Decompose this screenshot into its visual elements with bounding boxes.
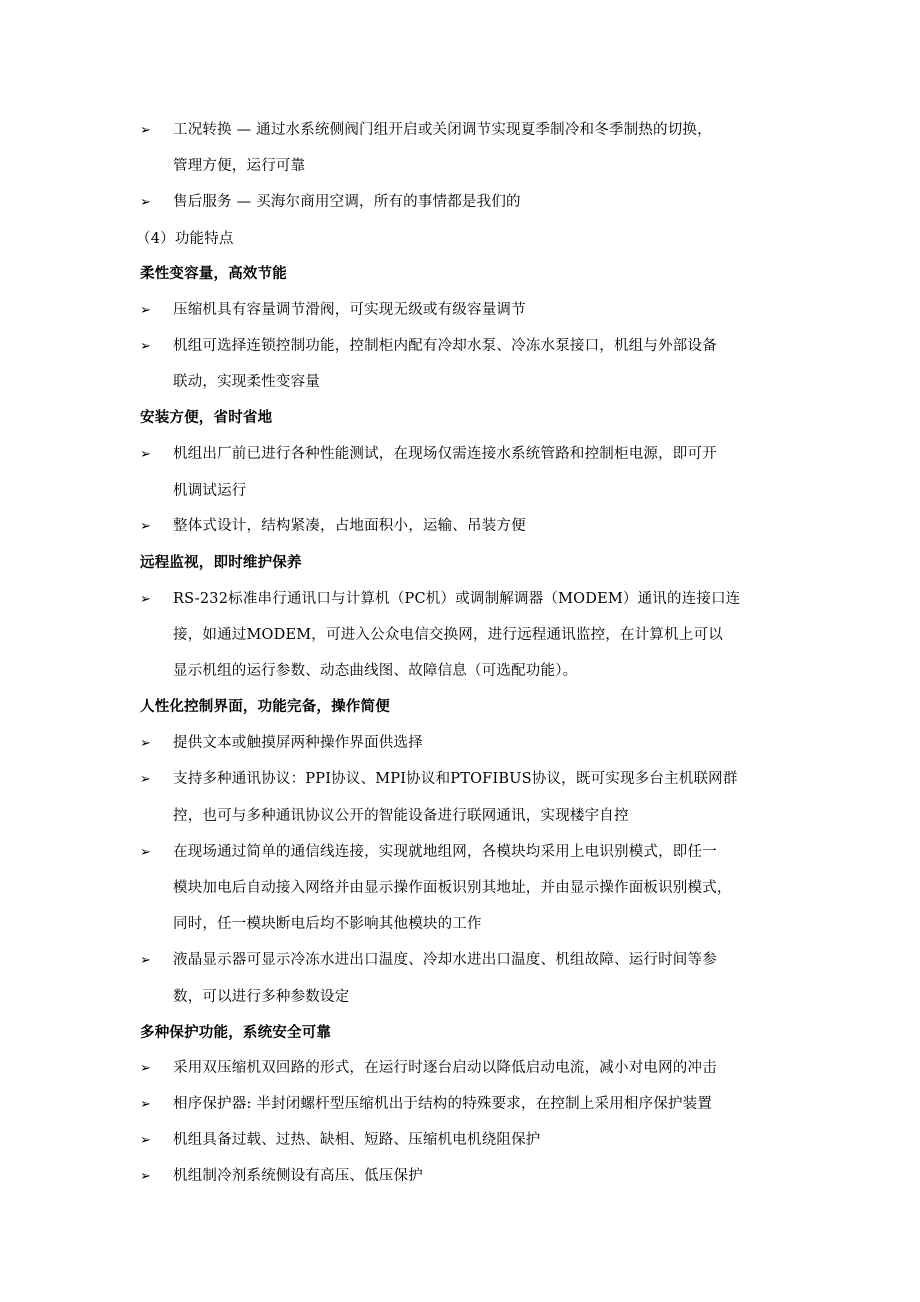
list-item-line: 压缩机具有容量调节滑阀，可实现无级或有级容量调节 <box>173 302 526 318</box>
list-item-line: 机组制冷剂系统侧设有高压、低压保护 <box>173 1168 423 1184</box>
list-item-line: 控，也可与多种通讯协议公开的智能设备进行联网通讯，实现楼宇自控 <box>173 808 629 824</box>
bullet-icon: ➢ <box>140 447 151 462</box>
group-heading: 多种保护功能，系统安全可靠 <box>140 1024 332 1041</box>
list-item-line: 采用双压缩机双回路的形式，在运行时逐台启动以降低启动电流，减小对电网的冲击 <box>173 1060 717 1076</box>
list-item-line: RS-232标准串行通讯口与计算机（PC机）或调制解调器（MODEM）通讯的连接口连 <box>173 591 741 607</box>
list-item-line: 机组具备过载、过热、缺相、短路、压缩机电机绕阻保护 <box>173 1132 541 1148</box>
list-item-line: 机组可选择连锁控制功能，控制柜内配有冷却水泵、冷冻水泵接口，机组与外部设备 <box>173 338 717 354</box>
bullet-icon: ➢ <box>140 1133 151 1148</box>
bullet-icon: ➢ <box>140 303 151 318</box>
bullet-icon: ➢ <box>140 1169 151 1184</box>
list-item-line: 支持多种通讯协议：PPI协议、MPI协议和PTOFIBUS协议，既可实现多台主机联网群 <box>173 771 738 787</box>
list-item-line: 机组出厂前已进行各种性能测试，在现场仅需连接水系统管路和控制柜电源，即可开 <box>173 446 717 462</box>
bullet-icon: ➢ <box>140 123 151 138</box>
bullet-icon: ➢ <box>140 195 151 210</box>
list-item-line: 数，可以进行多种参数设定 <box>173 989 350 1005</box>
bullet-icon: ➢ <box>140 736 151 751</box>
bullet-icon: ➢ <box>140 953 151 968</box>
list-item-line: 机调试运行 <box>173 483 247 499</box>
group-heading: 人性化控制界面，功能完备，操作简便 <box>140 698 390 715</box>
list-item-line: 整体式设计，结构紧凑，占地面积小，运输、吊装方便 <box>173 518 526 534</box>
bullet-icon: ➢ <box>140 1097 151 1112</box>
bullet-icon: ➢ <box>140 1061 151 1076</box>
list-item-line: 售后服务 — 买海尔商用空调，所有的事情都是我们的 <box>173 194 521 210</box>
list-item-line: 同时，任一模块断电后均不影响其他模块的工作 <box>173 916 482 932</box>
list-item-line: 显示机组的运行参数、动态曲线图、故障信息（可选配功能）。 <box>173 663 578 679</box>
list-item-line: 液晶显示器可显示冷冻水进出口温度、冷却水进出口温度、机组故障、运行时间等参 <box>173 952 717 968</box>
bullet-icon: ➢ <box>140 845 151 860</box>
list-item-line: 接，如通过MODEM，可进入公众电信交换网，进行远程通讯监控，在计算机上可以 <box>173 627 723 643</box>
list-item-line: 模块加电后自动接入网络并由显示操作面板识别其地址，并由显示操作面板识别模式， <box>173 880 732 896</box>
section-heading: （4）功能特点 <box>136 231 234 247</box>
list-item-line: 工况转换 — 通过水系统侧阀门组开启或关闭调节实现夏季制冷和冬季制热的切换， <box>173 122 712 138</box>
list-item-line: 联动，实现柔性变容量 <box>173 374 320 390</box>
bullet-icon: ➢ <box>140 339 151 354</box>
list-item-line: 提供文本或触摸屏两种操作界面供选择 <box>173 735 423 751</box>
list-item-line: 在现场通过简单的通信线连接，实现就地组网，各模块均采用上电识别模式，即任一 <box>173 844 717 860</box>
group-heading: 远程监视，即时维护保养 <box>140 554 302 571</box>
bullet-icon: ➢ <box>140 519 151 534</box>
list-item-line: 相序保护器: 半封闭螺杆型压缩机出于结构的特殊要求，在控制上采用相序保护装置 <box>173 1096 713 1112</box>
group-heading: 柔性变容量，高效节能 <box>140 265 287 282</box>
list-item-line: 管理方便，运行可靠 <box>173 158 306 174</box>
bullet-icon: ➢ <box>140 592 151 607</box>
bullet-icon: ➢ <box>140 772 151 787</box>
group-heading: 安装方便，省时省地 <box>140 409 273 426</box>
